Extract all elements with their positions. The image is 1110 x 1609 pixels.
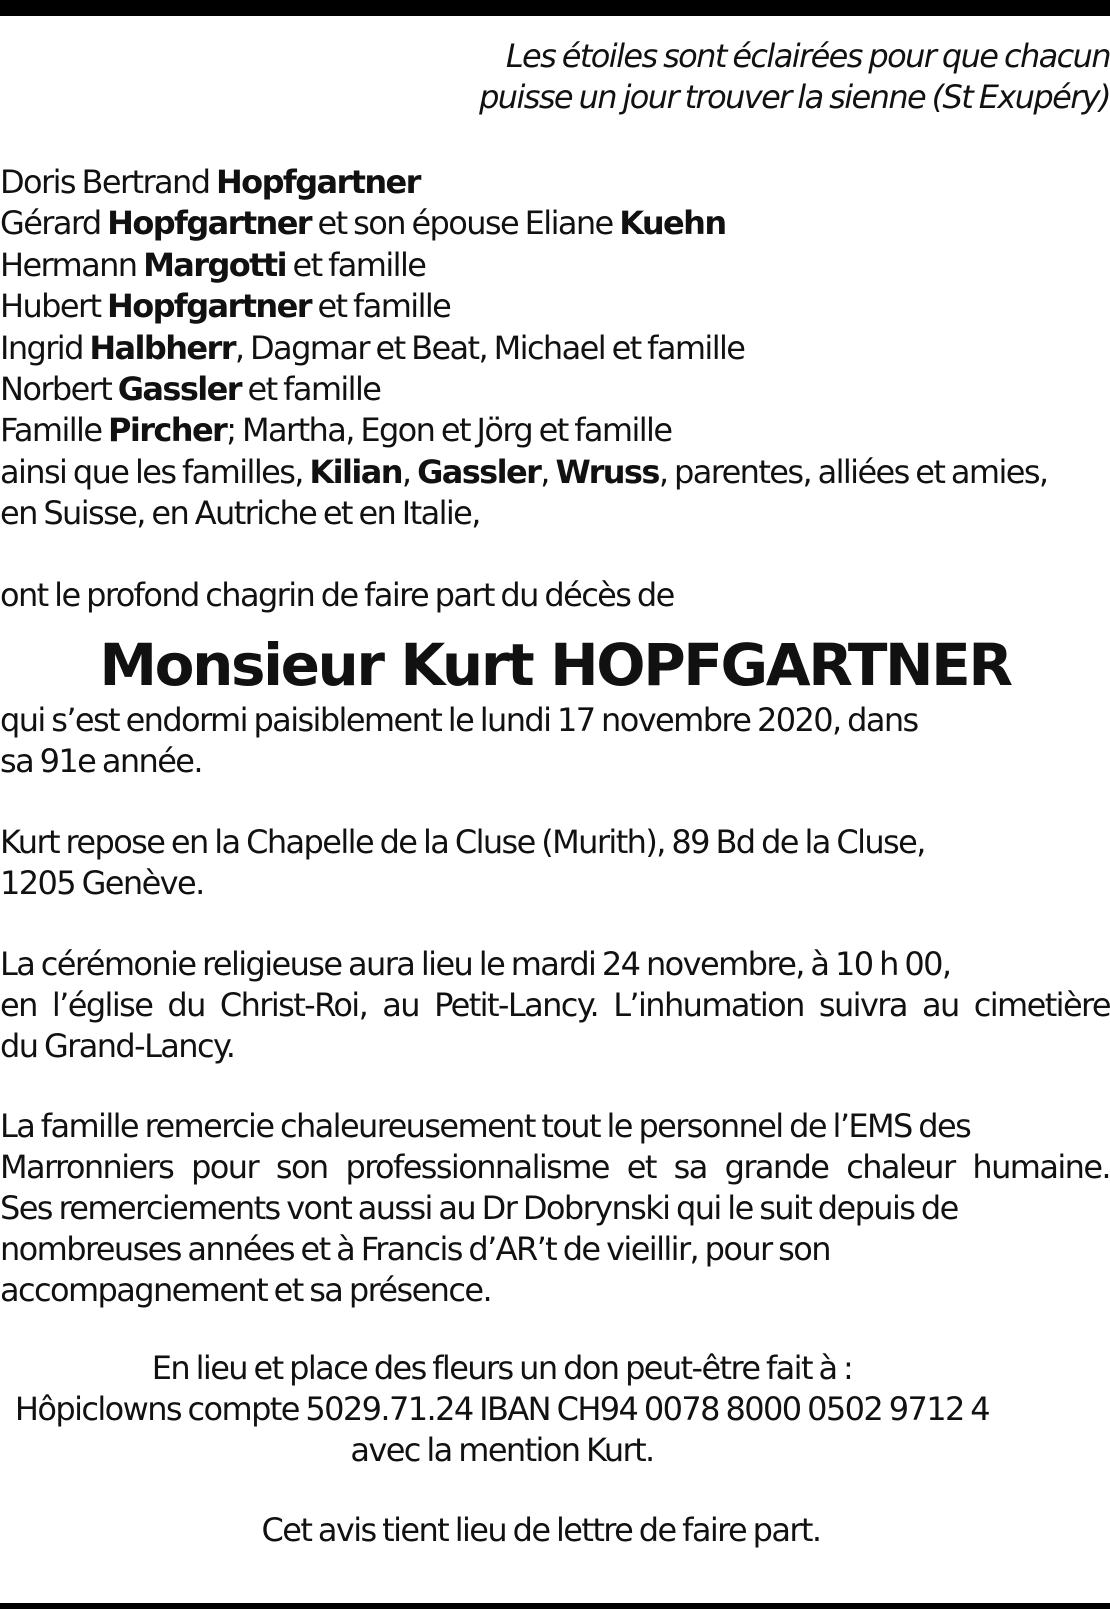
donation-line-3: avec la mention Kurt. xyxy=(350,1431,654,1469)
repose-line-1: Kurt repose en la Chapelle de la Cluse (Murith), 89 Bd de la Cluse, xyxy=(0,823,925,861)
mourner-text: en Suisse, en Autriche et en Italie, xyxy=(0,494,480,533)
mourner-text: , xyxy=(540,452,556,491)
top-rule xyxy=(0,0,1110,16)
mourner-text: Gérard xyxy=(0,204,108,243)
mourner-line xyxy=(0,410,1048,451)
mourner-text: , Dagmar et Beat, Michael et famille xyxy=(234,328,745,367)
repose-paragraph xyxy=(0,822,925,904)
mourners-list xyxy=(0,162,1048,535)
thanks-paragraph xyxy=(0,1106,1110,1311)
thanks-line-3: Ses remerciements vont aussi au Dr Dobrynski qui le suit depuis de xyxy=(0,1189,958,1227)
donation-paragraph xyxy=(0,1348,1004,1471)
mourner-text: Hubert xyxy=(0,287,108,326)
bottom-rule xyxy=(0,1603,1110,1609)
mourner-surname: Hopfgartner xyxy=(216,163,420,201)
donation-line-1: En lieu et place des fleurs un don peut-être fait à : xyxy=(151,1349,853,1387)
ceremony-paragraph xyxy=(0,944,1110,1067)
closing-note: Cet avis tient lieu de lettre de faire part. xyxy=(261,1511,821,1549)
mourner-line xyxy=(0,369,1048,410)
passing-paragraph xyxy=(0,700,918,782)
mourner-text: et famille xyxy=(285,245,426,284)
mourner-surname: Halbherr xyxy=(89,328,235,367)
mourner-line xyxy=(0,328,1048,369)
donation-line-2: Hôpiclowns compte 5029.71.24 IBAN CH94 0078 8000 0502 9712 4 xyxy=(14,1390,990,1428)
epigraph-quote xyxy=(210,36,1110,118)
mourner-surname: Kilian xyxy=(309,452,402,491)
mourner-text: , xyxy=(401,452,418,491)
epigraph-line-1: Les étoiles sont éclairées pour que chacun xyxy=(505,37,1110,75)
mourner-text: Famille xyxy=(0,411,108,450)
passing-line-1: qui s’est endormi paisiblement le lundi 17 novembre 2020, dans xyxy=(0,701,918,739)
mourner-text: et son épouse Eliane xyxy=(310,204,620,243)
mourner-surname: Gassler xyxy=(417,452,541,491)
mourner-line xyxy=(0,162,1048,203)
mourner-surname: Wruss xyxy=(555,452,659,491)
mourner-line xyxy=(0,203,1048,244)
mourner-surname: Margotti xyxy=(143,245,286,284)
repose-line-2: 1205 Genève. xyxy=(0,864,204,902)
mourner-text: Norbert xyxy=(0,370,118,409)
ceremony-line-2: en l’église du Christ-Roi, au Petit-Lancy. L’inhumation suivra au cimetière xyxy=(0,986,1110,1024)
mourner-line xyxy=(0,286,1048,327)
mourner-text: ; Martha, Egon et Jörg et famille xyxy=(226,411,672,450)
thanks-line-2: Marronniers pour son professionnalisme et sa grande chaleur humaine. xyxy=(0,1148,1110,1186)
thanks-line-5: accompagnement et sa présence. xyxy=(0,1271,492,1309)
ceremony-line-3: du Grand-Lancy. xyxy=(0,1027,235,1065)
passing-line-2: sa 91e année. xyxy=(0,742,202,780)
mourner-text: Doris Bertrand xyxy=(0,163,216,201)
mourner-line xyxy=(0,245,1048,286)
mourner-text: et famille xyxy=(310,287,451,326)
announcement-intro: ont le profond chagrin de faire part du décès de xyxy=(0,576,674,614)
ceremony-line-1: La cérémonie religieuse aura lieu le mardi 24 novembre, à 10 h 00, xyxy=(0,945,951,983)
thanks-line-4: nombreuses années et à Francis d’AR’t de vieillir, pour son xyxy=(0,1230,830,1268)
mourner-text: ainsi que les familles, xyxy=(0,452,310,491)
mourner-surname: Hopfgartner xyxy=(107,204,311,243)
thanks-line-1: La famille remercie chaleureusement tout le personnel de l’EMS des xyxy=(0,1107,971,1145)
mourner-line xyxy=(0,493,1048,534)
mourner-surname: Hopfgartner xyxy=(107,287,311,326)
mourner-surname: Gassler xyxy=(117,370,241,409)
mourner-text: et famille xyxy=(240,370,381,409)
mourner-line xyxy=(0,452,1048,493)
deceased-name: Monsieur Kurt HOPFGARTNER xyxy=(99,631,1011,699)
mourner-surname: Pircher xyxy=(107,411,227,450)
epigraph-line-2: puisse un jour trouver la sienne (St Exupéry) xyxy=(479,78,1110,116)
mourner-text: , parentes, alliées et amies, xyxy=(658,452,1048,491)
mourner-text: Ingrid xyxy=(0,328,90,367)
mourner-surname: Kuehn xyxy=(619,204,726,243)
mourner-text: Hermann xyxy=(0,245,144,284)
